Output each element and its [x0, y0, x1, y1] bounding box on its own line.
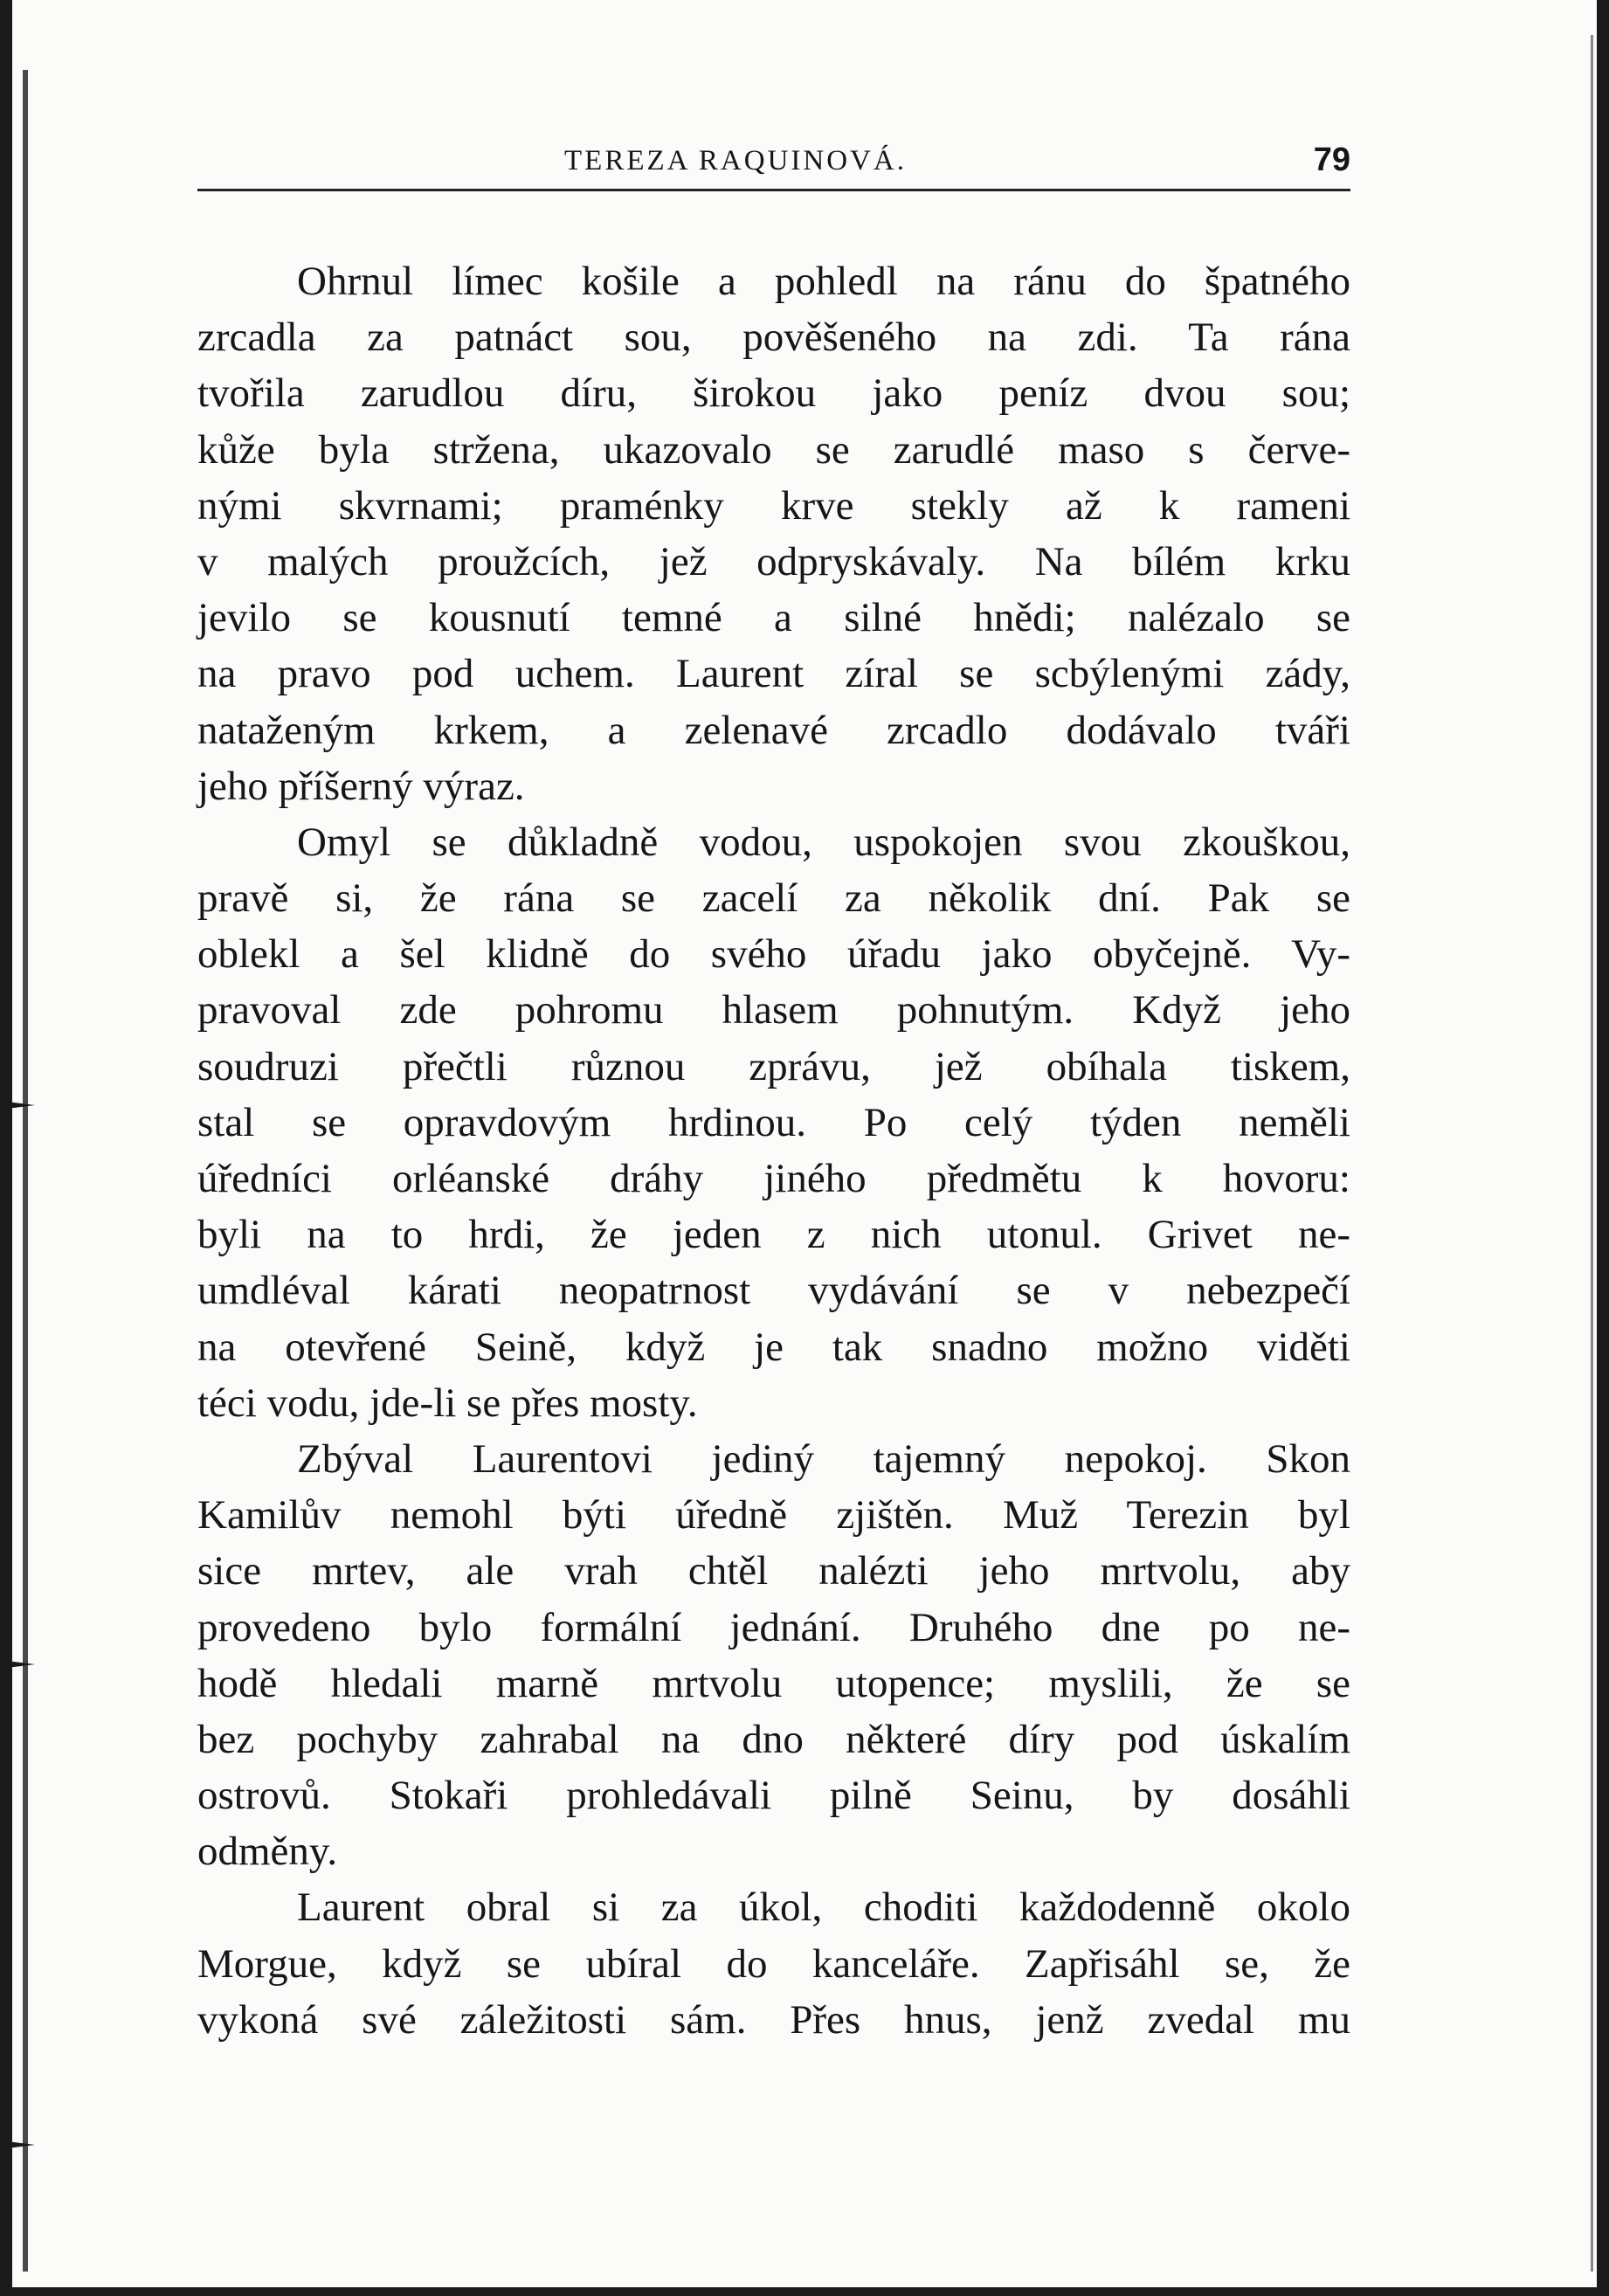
text-line: tvořila zarudlou díru, širokou jako peníz dvou sou;: [197, 370, 1350, 417]
text-line: nataženým krkem, a zelenavé zrcadlo dodávalo tváři: [197, 707, 1350, 753]
body-text: [197, 253, 1350, 2048]
text-line: byli na to hrdi, že jeden z nich utonul. Grivet ne-: [197, 1212, 1350, 1258]
scan-notch: [0, 1660, 35, 1669]
running-title: TEREZA RAQUINOVÁ.: [564, 145, 907, 176]
text-line: bez pochyby zahrabal na dno některé díry pod úskalím: [197, 1716, 1350, 1762]
text-line: téci vodu, jde-li se přes mosty.: [197, 1380, 698, 1426]
text-line: umdléval kárati neopatrnost vydávání se v nebezpečí: [197, 1268, 1350, 1314]
text-line: jevilo se kousnutí temné a silné hnědi; nalézalo se: [197, 595, 1350, 641]
page-number: 79: [1313, 142, 1350, 178]
text-line: soudruzi přečtli různou zprávu, jež obíhala tiskem,: [197, 1043, 1350, 1089]
text-line: Laurent obral si za úkol, choditi každodenně okolo: [297, 1885, 1350, 1931]
text-line: stal se opravdovým hrdinou. Po celý týden neměli: [197, 1099, 1350, 1145]
text-line: pravoval zde pohromu hlasem pohnutým. Když jeho: [197, 987, 1350, 1034]
scan-border-right: [1597, 0, 1609, 2296]
text-line: kůže byla stržena, ukazovalo se zarudlé maso s červe-: [197, 426, 1350, 473]
page-header: [197, 138, 1350, 190]
text-line: Morgue, když se ubíral do kanceláře. Zapřisáhl se, že: [197, 1940, 1350, 1987]
text-line: hodě hledali marně mrtvolu utopence; myslili, že se: [197, 1660, 1350, 1706]
text-line: Zbýval Laurentovi jediný tajemný nepokoj. Skon: [297, 1435, 1350, 1482]
text-line: oblekl a šel klidně do svého úřadu jako obyčejně. Vy-: [197, 931, 1350, 978]
text-line: provedeno bylo formální jednání. Druhého dne po ne-: [197, 1604, 1350, 1650]
scan-border-left: [0, 0, 12, 2296]
text-line: Omyl se důkladně vodou, uspokojen svou zkouškou,: [297, 819, 1350, 865]
text-line: na otevřené Seině, když je tak snadno možno viděti: [197, 1324, 1350, 1370]
header-rule: [197, 189, 1350, 191]
text-line: v malých proužcích, jež odpryskávaly. Na bílém krku: [197, 538, 1350, 584]
text-line: ostrovů. Stokaři prohledávali pilně Seinu, by dosáhli: [197, 1773, 1350, 1819]
text-line: vykoná své záležitosti sám. Přes hnus, jenž zvedal mu: [197, 1996, 1350, 2043]
text-line: pravě si, že rána se zacelí za několik dní. Pak se: [197, 875, 1350, 922]
scan-border-bottom: [0, 2287, 1609, 2296]
text-line: Ohrnul límec košile a pohledl na ránu do špatného: [297, 259, 1350, 304]
text-line: sice mrtev, ale vrah chtěl nalézti jeho mrtvolu, aby: [197, 1548, 1350, 1594]
text-line: Kamilův nemohl býti úředně zjištěn. Muž Terezin byl: [197, 1492, 1350, 1539]
scan-border-right-inner: [1591, 35, 1593, 2272]
text-line: jeho příšerný výraz.: [197, 763, 525, 809]
text-line: odměny.: [197, 1829, 338, 1875]
text-line: zrcadla za patnáct sou, pověšeného na zdi. Ta rána: [197, 315, 1350, 361]
scan-notch: [0, 2140, 35, 2149]
scan-border-left-inner: [23, 70, 28, 2272]
text-line: na pravo pod uchem. Laurent zíral se scbýlenými zády,: [197, 651, 1350, 697]
text-line: úředníci orléanské dráhy jiného předmětu k hovoru:: [197, 1156, 1350, 1201]
text-line: nými skvrnami; praménky krve stekly až k rameni: [197, 482, 1350, 529]
scan-notch: [0, 1101, 35, 1110]
